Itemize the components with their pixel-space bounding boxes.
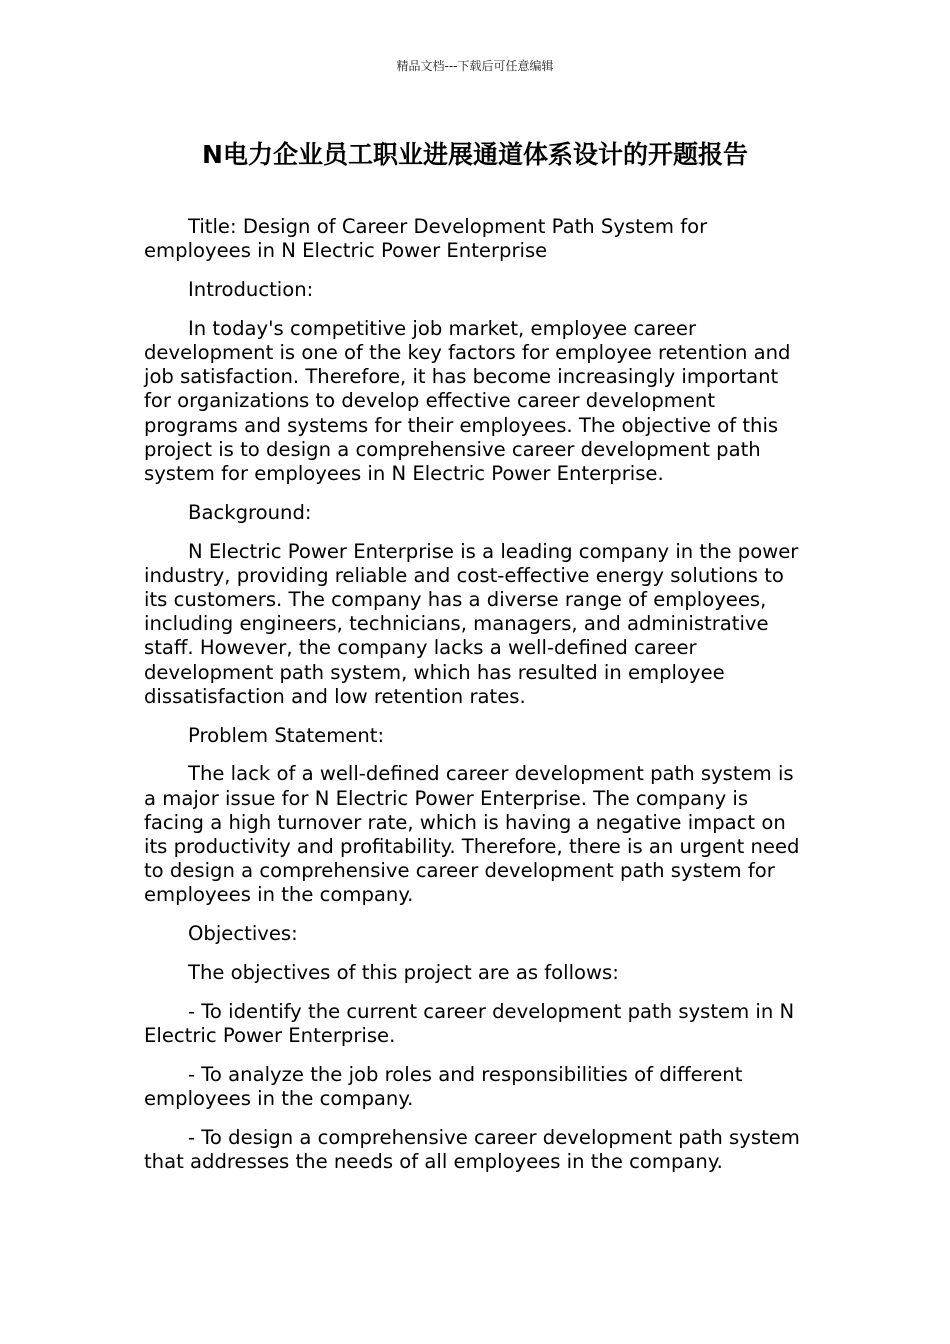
paragraph-background: N Electric Power Enterprise is a leading company in the power industry, providing reliable and cost-effective energy solutions to its customers. The company has a diverse range of employees, including engineers, technicians, managers, and administrative staff. However, the company lacks a well-defined career development path system, which has resulted in employee dissatisfaction and low retention rates.: [144, 539, 799, 708]
heading-background: Background:: [188, 500, 312, 524]
paragraph-introduction: In today's competitive job market, employee career development is one of the key factors for employee retention and job satisfaction. Therefore, it has become increasingly important for organizations to develop effective career development programs and systems for their employees. The objective of this project is to design a comprehensive career development path system for employees in N Electric Power Enterprise.: [144, 316, 791, 486]
document-title: N电力企业员工职业进展通道体系设计的开题报告: [202, 140, 748, 169]
header-note: 精品文档---下载后可任意编辑: [396, 59, 554, 73]
objective-item: - To design a comprehensive career development path system that addresses the needs of all employees in the company.: [144, 1125, 800, 1174]
document-body: [144, 215, 806, 1189]
paragraph-problem-statement: The lack of a well-defined career development path system is a major issue for N Electric Power Enterprise. The company is facing a high turnover rate, which is having a negative impact on its productivity and profitability. Therefore, there is an urgent need to design a comprehensive career development path system for employees in the company.: [144, 762, 800, 907]
heading-problem-statement: Problem Statement:: [188, 723, 385, 747]
paragraph-objectives-intro: The objectives of this project are as follows:: [188, 961, 619, 985]
heading-objectives: Objectives:: [188, 922, 298, 946]
paragraph-title-line: Title: Design of Career Development Path System for employees in N Electric Power Enterprise: [144, 215, 708, 263]
heading-introduction: Introduction:: [188, 278, 314, 301]
objective-item: - To analyze the job roles and responsibilities of different employees in the company.: [144, 1062, 743, 1111]
objective-item: - To identify the current career development path system in N Electric Power Enterprise.: [144, 999, 795, 1048]
